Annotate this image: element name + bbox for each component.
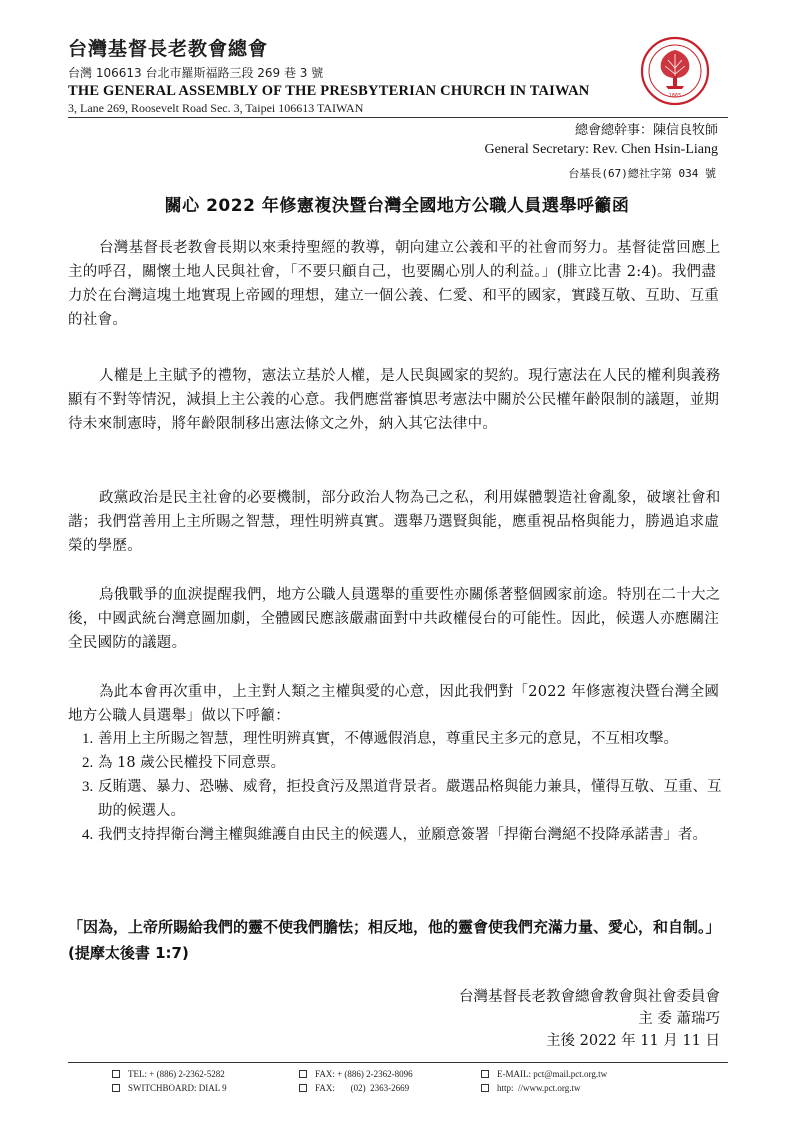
secretary-zh: 總會總幹事：陳信良牧師: [574, 123, 718, 138]
checkbox-icon: [112, 1070, 120, 1078]
list-item-text: 反賄選、暴力、恐嚇、威脅，拒投貪污及黑道背景者。嚴選品格與能力兼具，懂得互敬、互重、互助的候選人。: [98, 779, 722, 819]
appeal-list: [68, 727, 728, 847]
paragraph-4: 烏俄戰爭的血淚提醒我們，地方公職人員選舉的重要性亦關係著整個國家前途。特別在二十大之後，中國武統台灣意圖加劇，全體國民應該嚴肅面對中共政權侵台的可能性。因此，候選人亦應關注全民國防的議題。: [68, 587, 721, 651]
list-item: [68, 727, 728, 751]
scripture-quote: 「因為，上帝所賜給我們的靈不使我們膽怯；相反地，他的靈會使我們充滿力量、愛心，和自制。」(提摩太後書 1:7): [68, 918, 721, 962]
footer-divider: [68, 1062, 728, 1063]
signature-chair: 主 委 蕭瑞巧: [638, 1011, 720, 1027]
document-title: 關心 2022 年修憲複決暨台灣全國地方公職人員選舉呼籲函: [164, 196, 630, 216]
signature-block: [459, 986, 720, 1052]
list-item-text: 我們支持捍衛台灣主權與維護自由民主的候選人，並願意簽署「捍衛台灣絕不投降承諾書」者。: [98, 827, 707, 843]
org-address-en: 3, Lane 269, Roosevelt Road Sec. 3, Taipei 106613 TAIWAN: [68, 101, 364, 115]
checkbox-icon: [299, 1070, 307, 1078]
footer-tel: TEL: + (886) 2-2362-5282: [128, 1069, 225, 1079]
letterhead: [68, 34, 688, 116]
footer-email: E-MAIL: pct@mail.pct.org.tw: [497, 1069, 608, 1079]
list-item-number: 3.: [82, 779, 94, 795]
list-item: [68, 751, 728, 775]
footer-fax: FAX: + (886) 2-2362-8096: [315, 1069, 413, 1079]
footer-website: http: //www.pct.org.tw: [497, 1083, 581, 1093]
contact-footer: [112, 1067, 702, 1095]
signature-date: 主後 2022 年 11 月 11 日: [546, 1033, 720, 1049]
list-item-text: 為 18 歲公民權投下同意票。: [98, 755, 286, 771]
secretary-en: General Secretary: Rev. Chen Hsin-Liang: [484, 142, 718, 157]
list-item: [68, 775, 728, 823]
paragraph-2: 人權是上主賦予的禮物，憲法立基於人權，是人民與國家的契約。現行憲法在人民的權利與義務顯有不對等情況，減損上主公義的心意。我們應當審慎思考憲法中關於公民權年齡限制的議題，並期待未來制憲時，將年齡限制移出憲法條文之外，納入其它法律中。: [68, 368, 721, 432]
seal-year: 1865: [668, 93, 682, 99]
list-item-number: 2.: [82, 755, 94, 771]
org-address-zh: 台灣 106613 台北市羅斯福路三段 269 巷 3 號: [68, 66, 324, 80]
document-number: 台基長(67)總社字第 034 號: [568, 167, 716, 180]
signature-committee: 台灣基督長老教會總會教會與社會委員會: [459, 989, 720, 1005]
checkbox-icon: [481, 1070, 489, 1078]
paragraph-5: 為此本會再次重申，上主對人類之主權與愛的心意，因此我們對「2022 年修憲複決暨台灣全國地方公職人員選舉」做以下呼籲：: [68, 684, 720, 724]
checkbox-icon: [299, 1084, 307, 1092]
checkbox-icon: [112, 1084, 120, 1092]
footer-fax-local: FAX: (02) 2363-2669: [315, 1083, 410, 1093]
general-secretary: [484, 121, 718, 159]
checkbox-icon: [481, 1084, 489, 1092]
list-item: [68, 823, 728, 847]
list-item-number: 1.: [82, 731, 94, 747]
church-seal-logo: [640, 36, 710, 106]
paragraph-3: 政黨政治是民主社會的必要機制，部分政治人物為己之私，利用媒體製造社會亂象，破壞社會和諧；我們當善用上主所賜之智慧，理性明辨真實。選舉乃選賢與能，應重視品格與能力，勝過追求虛榮的學歷。: [68, 490, 721, 554]
header-divider: [68, 117, 728, 118]
list-item-number: 4.: [82, 827, 94, 843]
list-item-text: 善用上主所賜之智慧，理性明辨真實，不傳遞假消息，尊重民主多元的意見，不互相攻擊。: [98, 731, 678, 747]
footer-switchboard: SWITCHBOARD: DIAL 9: [128, 1083, 227, 1093]
org-name-zh: 台灣基督長老教會總會: [68, 38, 269, 60]
org-name-en: THE GENERAL ASSEMBLY OF THE PRESBYTERIAN CHURCH IN TAIWAN: [68, 83, 590, 99]
paragraph-1: 台灣基督長老教會長期以來秉持聖經的教導，朝向建立公義和平的社會而努力。基督徒當回應上主的呼召，關懷土地人民與社會，「不要只顧自己，也要關心別人的利益。」(腓立比書 2:4)。我們盡力於在台灣這塊土地實現上帝國的理想，建立一個公義、仁愛、和平的國家，實踐互敬、互助、互重的社會。: [68, 240, 721, 328]
